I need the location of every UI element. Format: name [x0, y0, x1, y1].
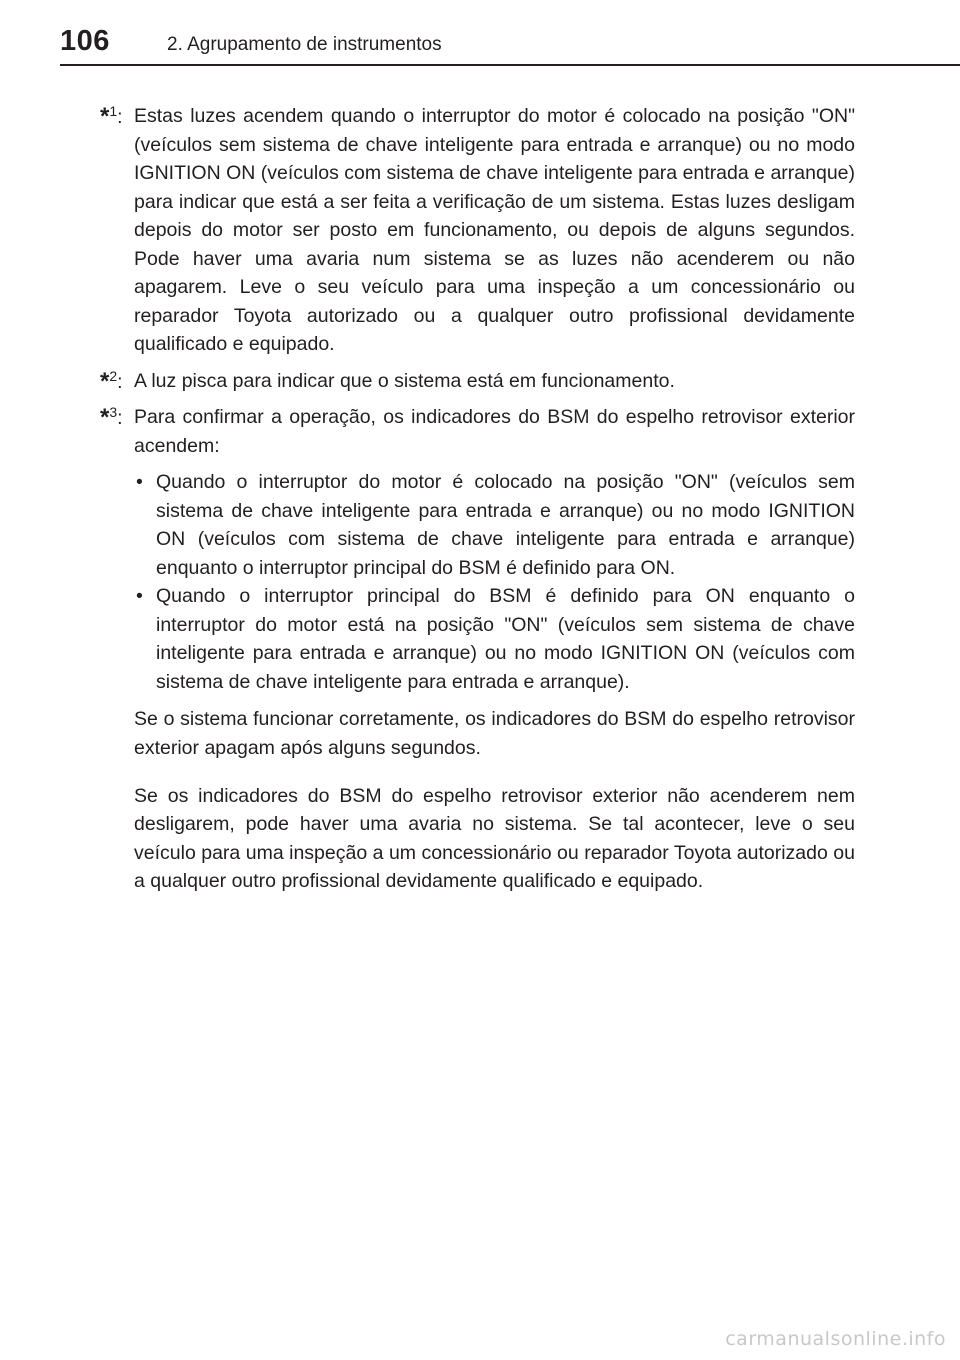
footnote-marker — [100, 367, 123, 397]
list-item — [134, 468, 855, 582]
bullet-list — [134, 468, 855, 696]
footnote-marker — [100, 403, 123, 433]
page-content — [100, 102, 855, 915]
chapter-title: 2. Agrupamento de instrumentos — [167, 34, 442, 55]
asterisk-icon: * — [100, 367, 110, 395]
footnote-2 — [100, 367, 855, 396]
body-paragraph: Se o sistema funcionar corretamente, os indicadores do BSM do espelho retrovisor exterior apagam após alguns segundos. — [134, 708, 855, 759]
asterisk-icon: * — [100, 404, 110, 431]
footnote-text: A luz pisca para indicar que o sistema está em funcionamento. — [134, 369, 675, 392]
list-item-text: Quando o interruptor do motor é colocado na posição "ON" (veículos sem sistema de chave inteligente para entrada e arranque) ou no modo IGNITION ON (veículos com sistema de chave inteligente para entrada e arranque) enquanto o interruptor principal do BSM é definido para ON. — [156, 471, 855, 579]
page-header — [60, 24, 960, 64]
footnote-number: 3 — [109, 404, 118, 420]
footnote-1 — [100, 102, 855, 359]
asterisk-icon: * — [100, 103, 110, 130]
bullet-icon: • — [136, 471, 143, 493]
footnote-3 — [100, 403, 855, 896]
footnote-number: 1 — [109, 103, 118, 119]
body-paragraph: Se os indicadores do BSM do espelho retrovisor exterior não acenderem nem desligarem, pode haver uma avaria no sistema. Se tal acontecer, leve o seu veículo para uma inspeção a um concessionário ou reparador Toyota autorizado ou a qualquer outro profissional devidamente qualificado e equipado. — [134, 784, 855, 892]
header-rule — [60, 64, 960, 66]
footnote-text: Para confirmar a operação, os indicadores do BSM do espelho retrovisor exterior acendem: — [134, 406, 855, 457]
footnote-separator: : — [117, 106, 123, 128]
page-number: 106 — [60, 25, 110, 57]
bullet-icon: • — [136, 585, 143, 607]
list-item-text: Quando o interruptor principal do BSM é definido para ON enquanto o interruptor do motor está na posição "ON" (veículos sem sistema de chave inteligente para entrada e arranque) ou no modo IGNITION ON (veículos com sistema de chave inteligente para entrada e arranque). — [156, 585, 855, 693]
footnote-text: Estas luzes acendem quando o interruptor do motor é colocado na posição "ON" (veículos sem sistema de chave inteligente para entrada e arranque) ou no modo IGNITION ON (veículos com sistema de chave inteligente para entrada e arranque) para indicar que está a ser feita a verificação de um sistema. Estas luzes desligam depois do motor ser posto em funcionamento, ou depois de alguns segundos. Pode haver uma avaria num sistema se as luzes não acenderem ou não apagarem. Leve o seu veículo para uma inspeção a um concessionário ou reparador Toyota autorizado ou a qualquer outro profissional devidamente qualificado e equipado. — [134, 105, 855, 355]
footnote-marker — [100, 102, 123, 132]
footnote-separator: : — [117, 407, 123, 429]
footnote-separator: : — [117, 370, 123, 393]
footnote-number: 2 — [109, 367, 118, 384]
list-item — [134, 582, 855, 696]
watermark: carmanualsonline.info — [725, 1328, 946, 1350]
